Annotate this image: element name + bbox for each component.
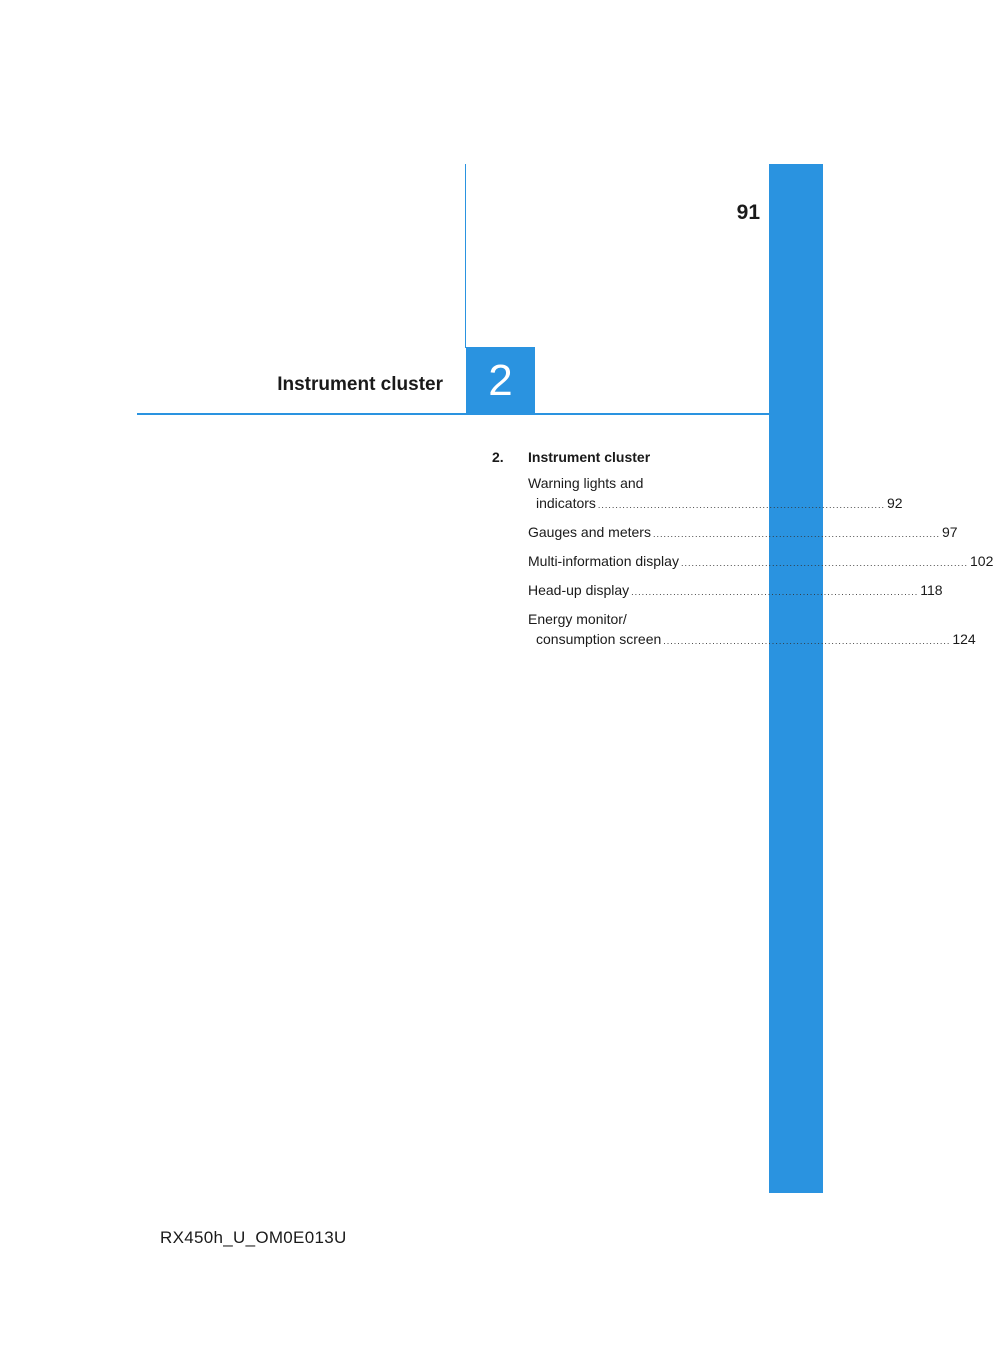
toc-entry-gauges[interactable]: [528, 522, 958, 544]
toc-entry-page: 92: [886, 495, 903, 511]
table-of-contents: [492, 449, 993, 658]
toc-entry-energy-monitor[interactable]: [528, 609, 976, 651]
toc-leader-dots: ..................................................................................: [663, 636, 951, 646]
chapter-title: Instrument cluster: [277, 374, 443, 395]
toc-entry-text: Multi-information display: [528, 553, 679, 569]
horizontal-divider: [137, 413, 769, 415]
toc-entry-head-up[interactable]: [528, 580, 943, 602]
toc-section-number: 2.: [492, 449, 504, 465]
toc-entry-multi-info[interactable]: [528, 551, 993, 573]
toc-entry-text: consumption screen: [536, 631, 662, 647]
footer-document-code: RX450h_U_OM0E013U: [160, 1228, 347, 1247]
toc-entry-text: Head-up display: [528, 582, 630, 598]
toc-leader-dots: ..................................................................................: [597, 500, 885, 510]
chapter-number-box: [466, 347, 535, 414]
chapter-number: 2: [488, 355, 513, 405]
toc-entry-page: 102: [970, 553, 993, 569]
toc-entry-text: Energy monitor/: [528, 611, 627, 627]
toc-entry-text: Warning lights and: [528, 475, 644, 491]
vertical-divider: [465, 164, 466, 348]
toc-leader-dots: ..................................................................................: [631, 587, 919, 597]
toc-leader-dots: ..................................................................................: [652, 529, 941, 539]
toc-leader-dots: ..................................................................................: [680, 558, 968, 568]
toc-section-title[interactable]: Instrument cluster: [528, 449, 651, 465]
chapter-side-tab: [769, 164, 823, 1193]
toc-entry-text: indicators: [536, 495, 596, 511]
toc-entry-text: Gauges and meters: [528, 524, 651, 540]
toc-entry-page: 97: [942, 524, 958, 540]
page-number: 91: [736, 201, 760, 224]
toc-entry-page: 118: [920, 582, 943, 598]
toc-section-heading: [492, 449, 738, 465]
toc-entry-page: 124: [952, 631, 976, 647]
toc-entry-warning-lights[interactable]: [528, 473, 903, 515]
